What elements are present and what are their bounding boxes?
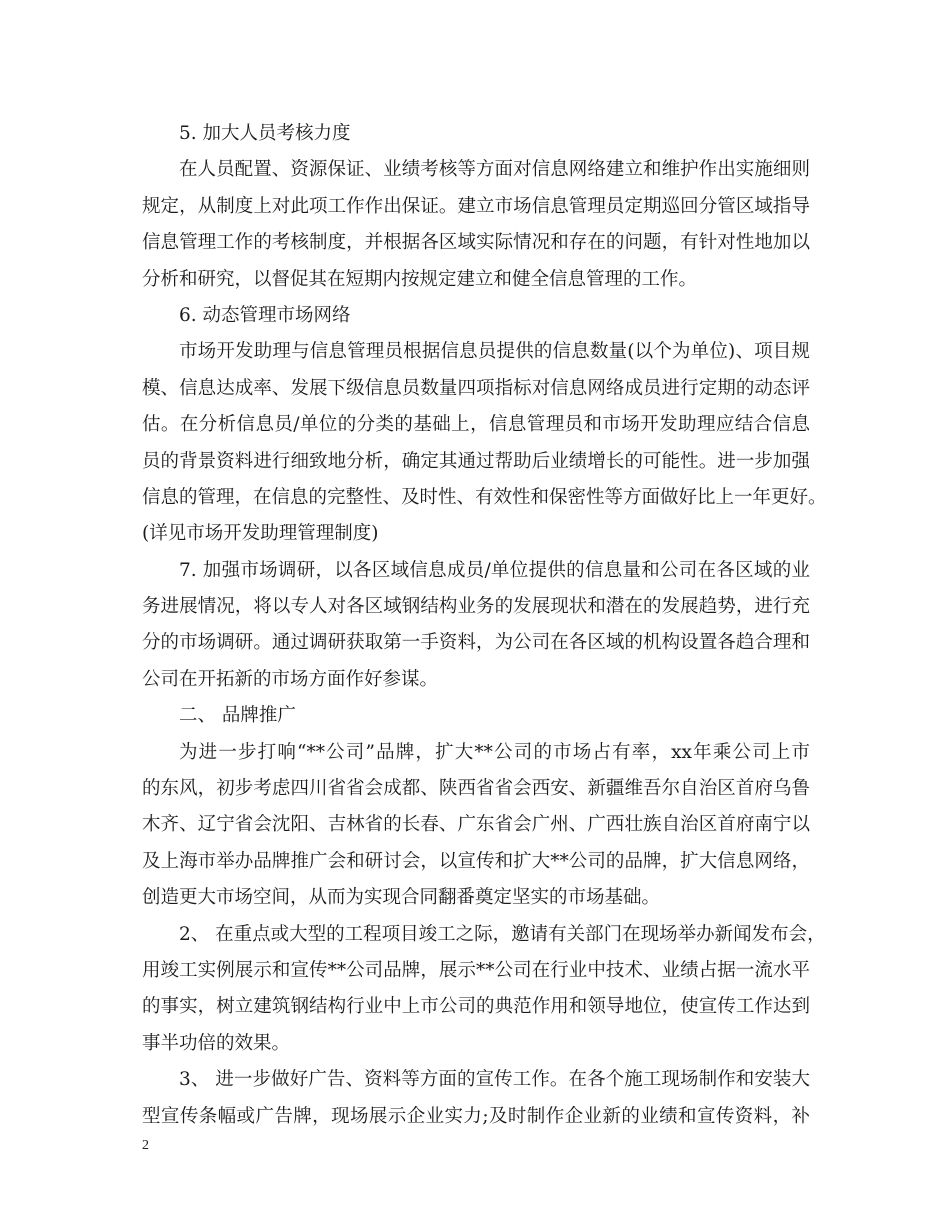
text-line: 2、 在重点或大型的工程项目竣工之际，邀请有关部门在现场举办新闻发布会，: [179, 923, 826, 945]
text-line: 二、 品牌推广: [179, 705, 296, 727]
text-line: 6. 动态管理市场网络: [179, 304, 351, 326]
text-line: 分析和研究，以督促其在短期内按规定建立和健全信息管理的工作。: [142, 268, 698, 290]
text-line: 的东风，初步考虑四川省省会成都、陕西省省会西安、新疆维吾尔自治区首府乌鲁: [142, 778, 810, 800]
text-line: 创造更大市场空间，从而为实现合同翻番奠定坚实的市场基础。: [142, 887, 661, 909]
text-line: 信息管理工作的考核制度，并根据各区域实际情况和存在的问题，有针对性地加以: [142, 232, 810, 254]
page-number: 2: [142, 1138, 149, 1153]
text-line: 员的背景资料进行细致地分析，确定其通过帮助后业绩增长的可能性。进一步加强: [142, 450, 810, 472]
text-line: 公司在开拓新的市场方面作好参谋。: [142, 668, 439, 690]
text-line: 在人员配置、资源保证、业绩考核等方面对信息网络建立和维护作出实施细则: [179, 159, 810, 181]
text-line: 型宣传条幅或广告牌，现场展示企业实力;及时制作企业新的业绩和宣传资料，补: [142, 1105, 810, 1127]
text-line: 及上海市举办品牌推广会和研讨会，以宣传和扩大**公司的品牌，扩大信息网络，: [142, 850, 810, 872]
text-line: 用竣工实例展示和宣传**公司品牌，展示**公司在行业中技术、业绩占据一流水平: [142, 959, 810, 981]
text-line: 分的市场调研。通过调研获取第一手资料，为公司在各区域的机构设置各趋合理和: [142, 632, 810, 654]
text-line: 为进一步打响“**公司”品牌，扩大**公司的市场占有率，xx年乘公司上市: [179, 741, 810, 763]
text-line: 事半功倍的效果。: [142, 1032, 291, 1054]
text-line: 3、 进一步做好广告、资料等方面的宣传工作。在各个施工现场制作和安装大: [179, 1069, 810, 1091]
text-line: (详见市场开发助理管理制度): [142, 523, 379, 545]
text-line: 5. 加大人员考核力度: [179, 123, 351, 144]
text-line: 规定，从制度上对此项工作作出保证。建立市场信息管理员定期巡回分管区域指导: [142, 195, 810, 217]
text-line: 估。在分析信息员/单位的分类的基础上，信息管理员和市场开发助理应结合信息: [142, 414, 810, 436]
document-body: [142, 116, 827, 1135]
text-line: 木齐、辽宁省会沈阳、吉林省的长春、广东省会广州、广西壮族自治区首府南宁以: [142, 814, 810, 836]
text-line: 务进展情况，将以专人对各区域钢结构业务的发展现状和潜在的发展趋势，进行充: [142, 596, 810, 618]
text-line: 的事实，树立建筑钢结构行业中上市公司的典范作用和领导地位，使宣传工作达到: [142, 996, 810, 1018]
text-line: 信息的管理，在信息的完整性、及时性、有效性和保密性等方面做好比上一年更好。: [142, 486, 827, 508]
text-line: 7. 加强市场调研，以各区域信息成员/单位提供的信息量和公司在各区域的业: [179, 559, 810, 581]
text-line: 模、信息达成率、发展下级信息员数量四项指标对信息网络成员进行定期的动态评: [142, 377, 810, 399]
text-line: 市场开发助理与信息管理员根据信息员提供的信息数量(以个为单位)、项目规: [179, 341, 810, 363]
